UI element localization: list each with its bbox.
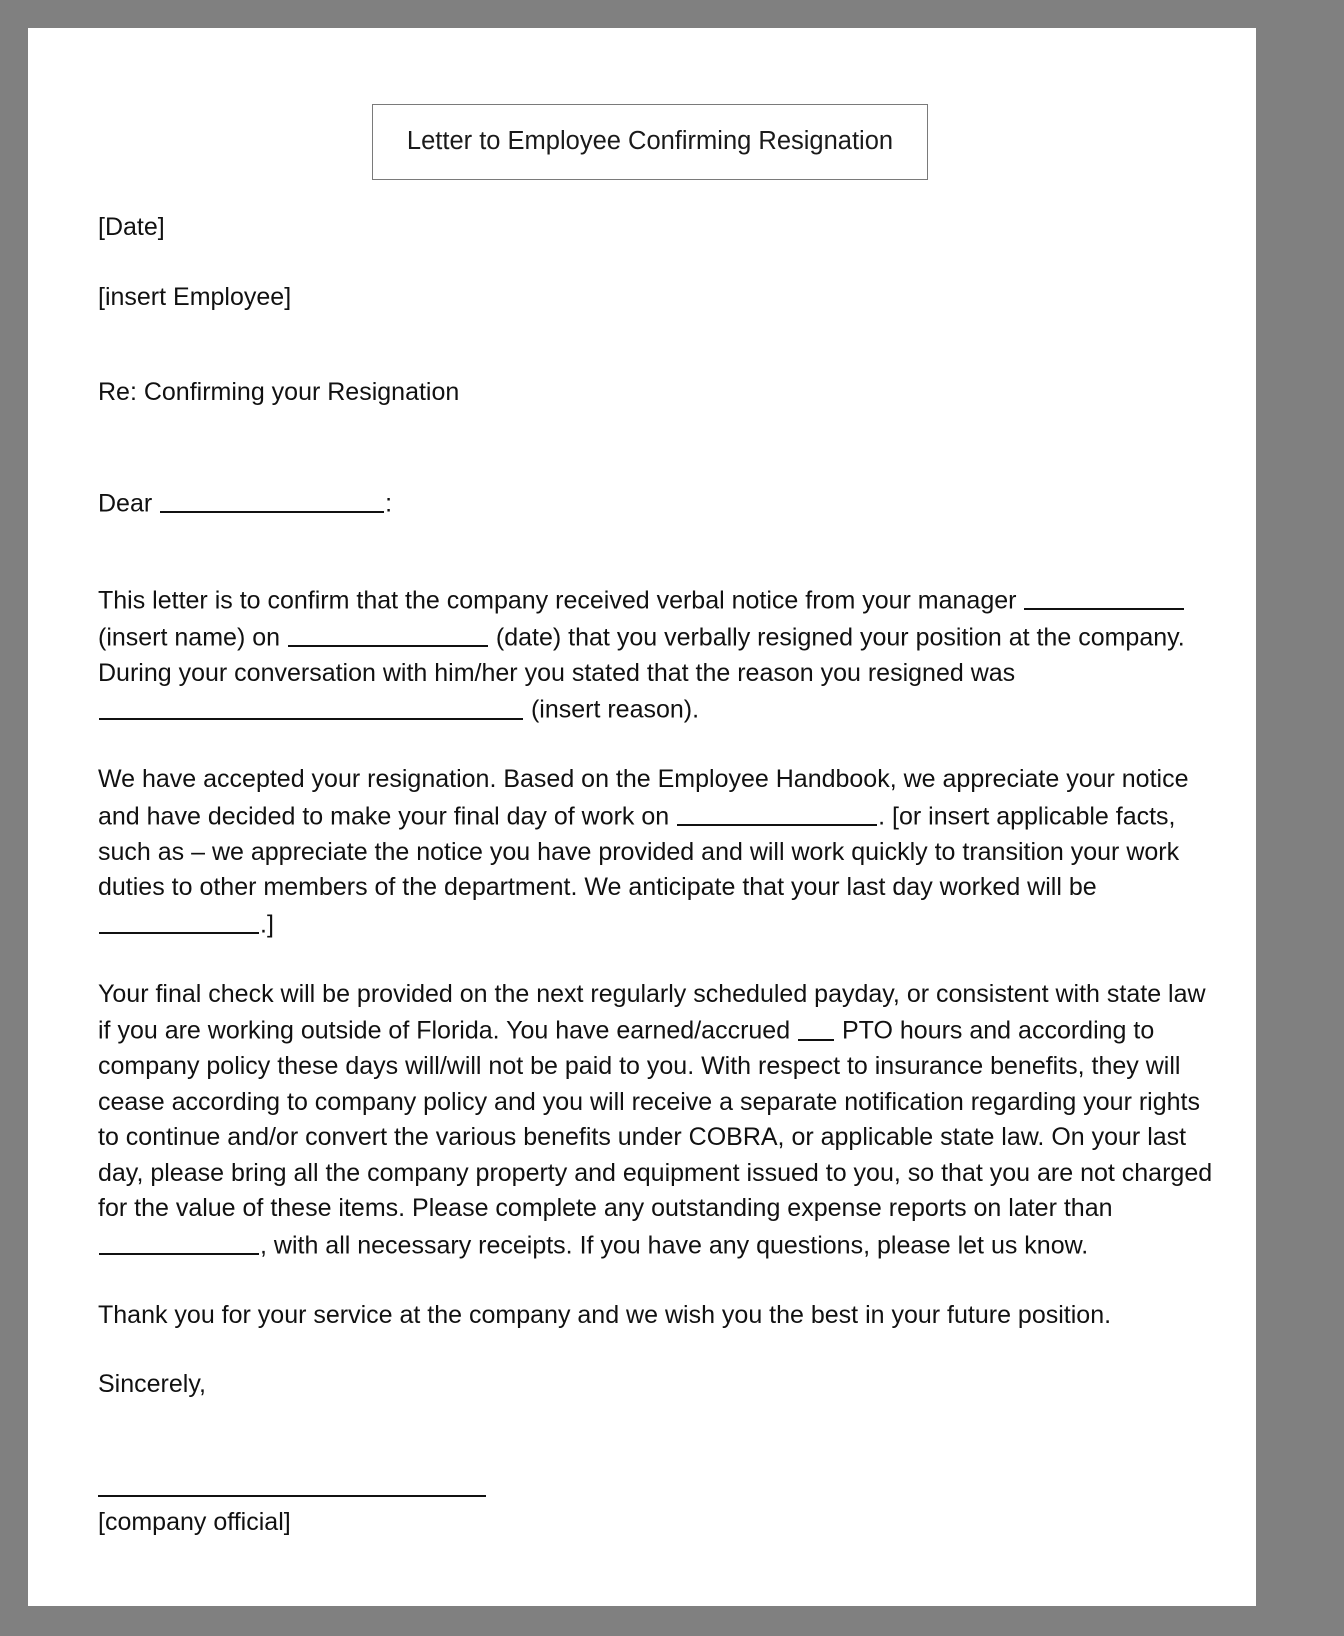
p2-part-1: We have accepted your resignation. Based on the Employee Handbook, we appreciate your notice and have decided to make your final day of work on — [98, 765, 1189, 831]
recipient-block — [98, 280, 1218, 316]
p2-part-2: . [or insert applicable facts, such as – we appreciate the notice you have provided and will work quickly to transition your work duties to other members of the department. We anticipate that your last day worked will be — [98, 802, 1180, 902]
closing-block — [98, 1367, 1218, 1403]
document-page — [28, 28, 1256, 1606]
signature-rule — [98, 1495, 486, 1497]
spacer — [98, 445, 1218, 485]
resignation-date-blank[interactable] — [288, 619, 488, 648]
p3-part-3: , with all necessary receipts. If you have any questions, please let us know. — [260, 1231, 1089, 1260]
page-title: Letter to Employee Confirming Resignation — [406, 127, 894, 155]
salutation-line — [98, 485, 1218, 522]
salutation-name-blank[interactable] — [160, 485, 384, 514]
paragraph-2-text — [98, 762, 1218, 943]
subject-line: Re: Confirming your Resignation — [98, 378, 460, 407]
paragraph-3 — [98, 977, 1218, 1264]
p1-part-2: (insert name) on — [98, 623, 287, 652]
signature-space — [98, 1437, 1218, 1495]
spacer — [98, 556, 1218, 582]
paragraph-1 — [98, 582, 1218, 729]
title-box-container — [82, 104, 1218, 180]
p1-part-1: This letter is to confirm that the company received verbal notice from your manager — [98, 586, 1024, 615]
date-line-block — [98, 210, 1218, 246]
last-day-worked-blank[interactable] — [99, 906, 259, 935]
document-title-box — [372, 104, 928, 180]
paragraph-4 — [98, 1298, 1218, 1334]
subject-block — [98, 375, 1218, 411]
paragraph-1-text — [98, 582, 1218, 729]
salutation-block — [98, 485, 1218, 522]
p1-part-3: (date) that you verbally resigned your position at the company. During your conversation with him/her you stated that the reason you resigned was — [98, 623, 1185, 687]
closing-line: Sincerely, — [98, 1370, 206, 1399]
pto-hours-blank[interactable] — [798, 1012, 834, 1041]
date-line: [Date] — [98, 213, 165, 242]
paragraph-2 — [98, 762, 1218, 943]
spacer — [98, 349, 1218, 375]
paragraph-4-text: Thank you for your service at the company and we wish you the best in your future position. — [98, 1300, 1112, 1329]
signatory-label: [company official] — [98, 1507, 291, 1536]
final-day-of-work-blank[interactable] — [677, 798, 877, 827]
recipient-line: [insert Employee] — [98, 282, 292, 311]
manager-name-blank[interactable] — [1024, 582, 1184, 611]
salutation-prefix: Dear — [98, 489, 160, 518]
p3-part-2: PTO hours and according to company policy these days will/will not be paid to you. With respect to insurance benefits, they will cease according to company policy and you will receive a separate notification regarding your rights to continue and/or convert the various benefits under COBRA, or applicable state law. On your last day, please bring all the company property and equipment issued to you, so that you are not charged for the value of these items. Please complete any outstanding expense reports on later than — [98, 1016, 1213, 1223]
p2-part-3: .] — [260, 910, 274, 939]
p3-part-1: Your final check will be provided on the next regularly scheduled payday, or consistent with state law if you are working outside of Florida. You have earned/accrued — [98, 979, 1206, 1045]
signature-block — [98, 1495, 1218, 1541]
salutation-suffix: : — [385, 489, 393, 518]
paragraph-3-text — [98, 977, 1218, 1264]
resignation-reason-blank[interactable] — [99, 691, 523, 720]
expense-report-due-date-blank[interactable] — [99, 1227, 259, 1256]
letter-body — [98, 210, 1218, 1540]
p1-part-4: (insert reason). — [524, 695, 700, 724]
